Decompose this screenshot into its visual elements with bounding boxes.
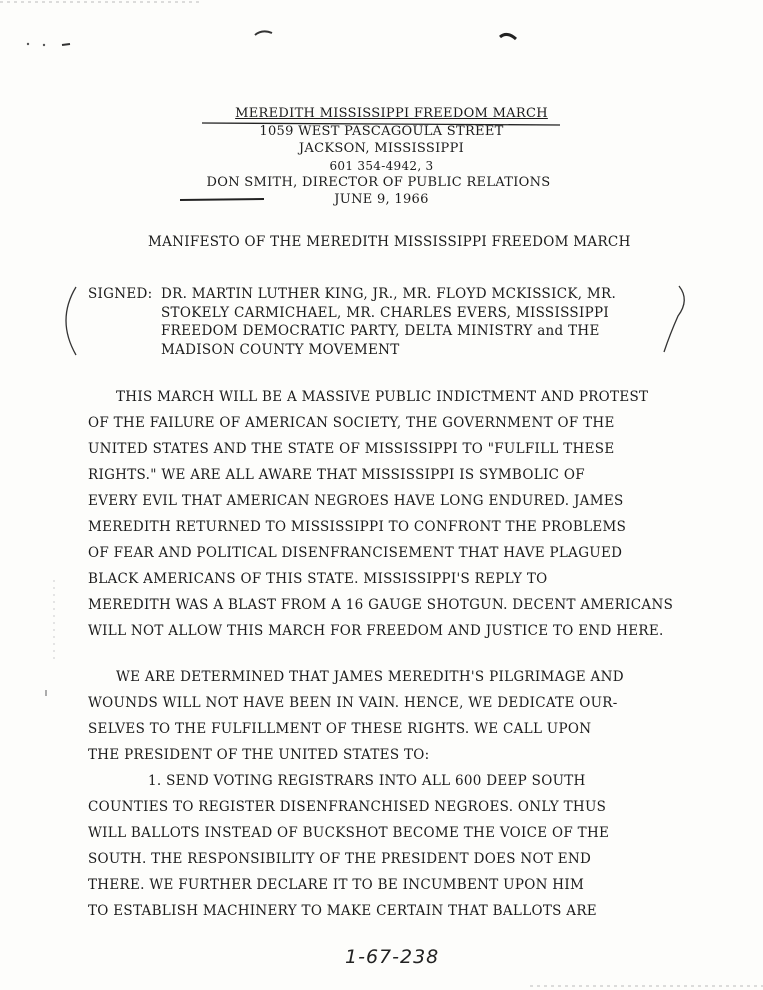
manifesto-title: MANIFESTO OF THE MEREDITH MISSISSIPPI FREEDOM MARCH [148, 234, 631, 250]
text-line: THERE. WE FURTHER DECLARE IT TO BE INCUMBENT UPON HIM [88, 877, 585, 893]
letterhead-director: DON SMITH, DIRECTOR OF PUBLIC RELATIONS [206, 175, 551, 190]
text-line: SOUTH. THE RESPONSIBILITY OF THE PRESIDENT DOES NOT END [88, 851, 592, 867]
signed-label: SIGNED: [88, 286, 153, 302]
text-line: WILL BALLOTS INSTEAD OF BUCKSHOT BECOME THE VOICE OF THE [88, 825, 610, 841]
text-line: TO ESTABLISH MACHINERY TO MAKE CERTAIN THAT BALLOTS ARE [88, 903, 597, 919]
handwritten-document-number: 1-67-238 [345, 946, 440, 968]
letterhead-city: JACKSON, MISSISSIPPI [298, 141, 465, 156]
text-line: THIS MARCH WILL BE A MASSIVE PUBLIC INDICTMENT AND PROTEST [116, 389, 649, 405]
signatories-line [88, 285, 616, 304]
text-line: OF THE FAILURE OF AMERICAN SOCIETY, THE GOVERNMENT OF THE [88, 415, 615, 431]
text-line: WILL NOT ALLOW THIS MARCH FOR FREEDOM AND JUSTICE TO END HERE. [88, 623, 664, 639]
text-line: UNITED STATES AND THE STATE OF MISSISSIPPI TO "FULFILL THESE [88, 441, 615, 457]
text-line: COUNTIES TO REGISTER DISENFRANCHISED NEGROES. ONLY THUS [88, 799, 607, 815]
text-line: SELVES TO THE FULFILLMENT OF THESE RIGHTS. WE CALL UPON [88, 721, 592, 737]
text-line: THE PRESIDENT OF THE UNITED STATES TO: [88, 747, 430, 763]
text-line: RIGHTS." WE ARE ALL AWARE THAT MISSISSIPPI IS SYMBOLIC OF [88, 467, 585, 483]
text-line: WOUNDS WILL NOT HAVE BEEN IN VAIN. HENCE, WE DEDICATE OUR- [88, 695, 618, 711]
signatories-line: FREEDOM DEMOCRATIC PARTY, DELTA MINISTRY and THE [161, 323, 600, 339]
text-line: EVERY EVIL THAT AMERICAN NEGROES HAVE LONG ENDURED. JAMES [88, 493, 624, 509]
signatories-line: STOKELY CARMICHAEL, MR. CHARLES EVERS, MISSISSIPPI [161, 304, 609, 321]
letterhead-date: JUNE 9, 1966 [334, 192, 429, 207]
signatories-line: MADISON COUNTY MOVEMENT [161, 341, 400, 358]
signatories-text: DR. MARTIN LUTHER KING, JR., MR. FLOYD MCKISSICK, MR. [161, 286, 617, 302]
letterhead-phone: 601 354-4942, 3 [329, 159, 434, 173]
text-line: BLACK AMERICANS OF THIS STATE. MISSISSIPPI'S REPLY TO [88, 571, 548, 587]
letterhead-address: 1059 WEST PASCAGOULA STREET [259, 124, 504, 139]
letterhead-title: MEREDITH MISSISSIPPI FREEDOM MARCH [235, 106, 548, 121]
text-line: MEREDITH WAS A BLAST FROM A 16 GAUGE SHOTGUN. DECENT AMERICANS [88, 597, 674, 613]
list-item-1: 1. SEND VOTING REGISTRARS INTO ALL 600 DEEP SOUTH [148, 773, 586, 789]
text-line: MEREDITH RETURNED TO MISSISSIPPI TO CONFRONT THE PROBLEMS [88, 519, 627, 535]
text-line: OF FEAR AND POLITICAL DISENFRANCISEMENT THAT HAVE PLAGUED [88, 545, 623, 561]
paragraph-determination [88, 664, 728, 924]
text-line: WE ARE DETERMINED THAT JAMES MEREDITH'S PILGRIMAGE AND [116, 669, 624, 685]
signatories-block [88, 285, 616, 359]
paragraph-indictment [88, 384, 728, 644]
